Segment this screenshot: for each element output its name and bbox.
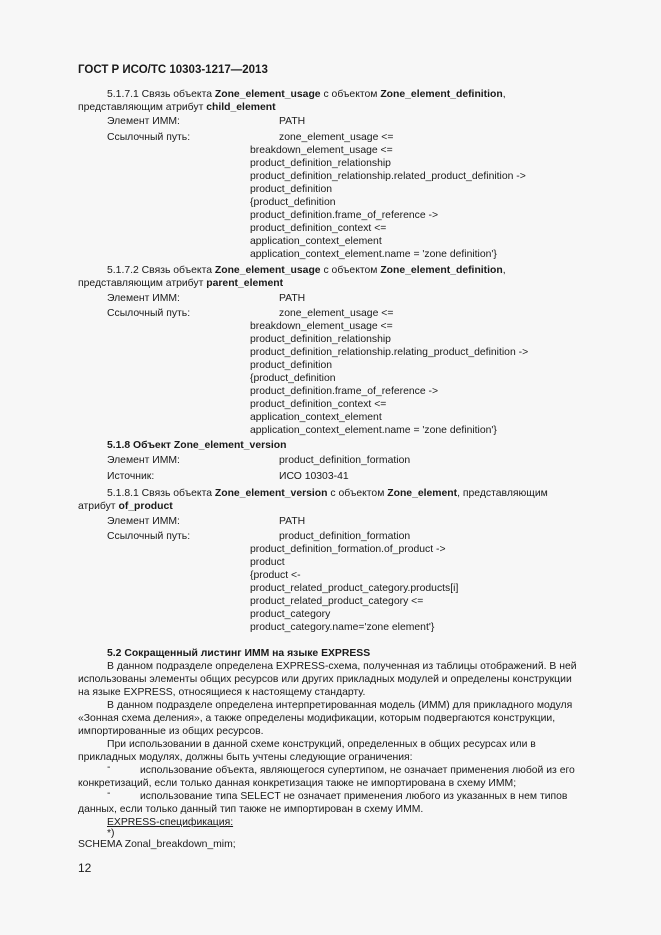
section-52-title: 5.2 Сокращенный листинг ИММ на языке EXPRESS bbox=[107, 648, 371, 659]
target-entity-name: Zone_element_definition bbox=[380, 89, 503, 100]
text-part: атрибут bbox=[78, 501, 119, 512]
target-entity-name: Zone_element_definition bbox=[380, 265, 503, 276]
entity-name: Zone_element_version bbox=[214, 488, 328, 499]
path-line: application_context_element bbox=[250, 236, 382, 247]
reference-path-first: zone_element_usage <= bbox=[279, 308, 394, 319]
path-line: product_definition_relationship.relating_product_definition -> bbox=[250, 347, 529, 358]
page-number: 12 bbox=[78, 861, 92, 875]
list-item-line: конкретизаций, если только данная конкретизация также не импортирована в схему ИММ; bbox=[78, 778, 517, 789]
path-line: product_definition_context <= bbox=[250, 223, 387, 234]
text-part: 5.1.7.2 Связь объекта bbox=[107, 265, 215, 276]
clause-5172-heading-line1 bbox=[107, 264, 506, 277]
reference-path-first: zone_element_usage <= bbox=[279, 132, 394, 143]
path-line: product_definition.frame_of_reference -> bbox=[250, 386, 439, 397]
aim-element-label: Элемент ИММ: bbox=[107, 116, 180, 127]
aim-element-value: PATH bbox=[279, 293, 306, 304]
path-line: product_definition bbox=[250, 360, 333, 371]
paragraph-line: При использовании в данной схеме конструкций, определенных в общих ресурсах или в bbox=[107, 739, 536, 750]
clause-5171-heading-line2 bbox=[78, 101, 276, 114]
paragraph-line: В данном подразделе определена интерпретированная модель (ИММ) для прикладного модуля bbox=[107, 700, 573, 711]
text-part: с объектом bbox=[320, 89, 381, 100]
source-value: ИСО 10303-41 bbox=[279, 471, 349, 482]
list-item-line: использование типа SELECT не означает применения любого из указанных в нем типов bbox=[140, 791, 568, 802]
clause-518-title: 5.1.8 Объект Zone_element_version bbox=[107, 440, 287, 451]
paragraph-line: импортированные из общих ресурсов. bbox=[78, 726, 264, 737]
aim-element-value: PATH bbox=[279, 516, 306, 527]
path-line: application_context_element bbox=[250, 412, 382, 423]
path-line: product_definition_relationship bbox=[250, 334, 391, 345]
bullet-marker: - bbox=[107, 762, 111, 773]
clause-5181-heading-line2 bbox=[78, 500, 173, 513]
entity-name: Zone_element_usage bbox=[214, 89, 321, 100]
path-line: product_category.name='zone element'} bbox=[250, 622, 435, 633]
aim-element-label: Элемент ИММ: bbox=[107, 516, 180, 527]
path-line: product_related_product_category.products[i] bbox=[250, 583, 459, 594]
aim-element-label: Элемент ИММ: bbox=[107, 293, 180, 304]
paragraph-line: использованы элементы общих ресурсов или других прикладных модулей и определены конструкции bbox=[78, 674, 572, 685]
path-line: product_definition_formation.of_product -> bbox=[250, 544, 446, 555]
path-line: {product <- bbox=[250, 570, 301, 581]
text-part: , bbox=[502, 265, 506, 276]
text-part: с объектом bbox=[327, 488, 388, 499]
aim-element-label: Элемент ИММ: bbox=[107, 455, 180, 466]
path-line: product_definition_relationship bbox=[250, 158, 391, 169]
path-line: product bbox=[250, 557, 285, 568]
reference-path-label: Ссылочный путь: bbox=[107, 531, 191, 542]
clause-5171-heading-line1 bbox=[107, 88, 506, 101]
paragraph-line: «Зонная схема деления», а также определены модификации, которым подвергаются конструкции, bbox=[78, 713, 556, 724]
comment-end: *) bbox=[107, 828, 115, 839]
attribute-name: child_element bbox=[206, 102, 276, 113]
path-line: breakdown_element_usage <= bbox=[250, 145, 393, 156]
aim-element-value: PATH bbox=[279, 116, 306, 127]
reference-path-label: Ссылочный путь: bbox=[107, 132, 191, 143]
text-part: , представляющим bbox=[457, 488, 548, 499]
path-line: {product_definition bbox=[250, 373, 336, 384]
entity-name: Zone_element_usage bbox=[214, 265, 321, 276]
path-line: application_context_element.name = 'zone definition'} bbox=[250, 425, 497, 436]
source-label: Источник: bbox=[107, 471, 155, 482]
attribute-name: parent_element bbox=[206, 278, 284, 289]
path-line: product_definition bbox=[250, 184, 333, 195]
text-part: представляющим атрибут bbox=[78, 278, 207, 289]
bullet-marker: - bbox=[107, 788, 111, 799]
clause-5181-heading-line1 bbox=[107, 487, 548, 500]
path-line: product_related_product_category <= bbox=[250, 596, 424, 607]
text-part: представляющим атрибут bbox=[78, 102, 207, 113]
text-part: с объектом bbox=[320, 265, 381, 276]
list-item-line: использование объекта, являющегося супертипом, не означает применения любой из его bbox=[140, 765, 575, 776]
document-header: ГОСТ Р ИСО/ТС 10303-1217—2013 bbox=[78, 64, 268, 76]
list-item-line: данных, если только данный тип также не импортирован в схему ИММ. bbox=[78, 804, 424, 815]
aim-element-value: product_definition_formation bbox=[279, 455, 411, 466]
paragraph-line: В данном подразделе определена EXPRESS-схема, полученная из таблицы отображений. В ней bbox=[107, 661, 577, 672]
path-line: product_definition.frame_of_reference -> bbox=[250, 210, 439, 221]
path-line: product_category bbox=[250, 609, 331, 620]
path-line: breakdown_element_usage <= bbox=[250, 321, 393, 332]
schema-declaration: SCHEMA Zonal_breakdown_mim; bbox=[78, 839, 236, 850]
text-part: , bbox=[502, 89, 506, 100]
paragraph-line: прикладных модулях, должны быть учтены следующие ограничения: bbox=[78, 752, 413, 763]
text-part: 5.1.8.1 Связь объекта bbox=[107, 488, 215, 499]
reference-path-label: Ссылочный путь: bbox=[107, 308, 191, 319]
path-line: product_definition_relationship.related_product_definition -> bbox=[250, 171, 526, 182]
paragraph-line: на языке EXPRESS, относящиеся к настоящему стандарту. bbox=[78, 687, 366, 698]
clause-5172-heading-line2 bbox=[78, 277, 283, 290]
attribute-name: of_product bbox=[118, 501, 173, 512]
reference-path-first: product_definition_formation bbox=[279, 531, 411, 542]
target-entity-name: Zone_element bbox=[387, 488, 458, 499]
path-line: {product_definition bbox=[250, 197, 336, 208]
express-spec-label: EXPRESS-спецификация: bbox=[107, 817, 234, 828]
path-line: product_definition_context <= bbox=[250, 399, 387, 410]
text-part: 5.1.7.1 Связь объекта bbox=[107, 89, 215, 100]
path-line: application_context_element.name = 'zone definition'} bbox=[250, 249, 497, 260]
